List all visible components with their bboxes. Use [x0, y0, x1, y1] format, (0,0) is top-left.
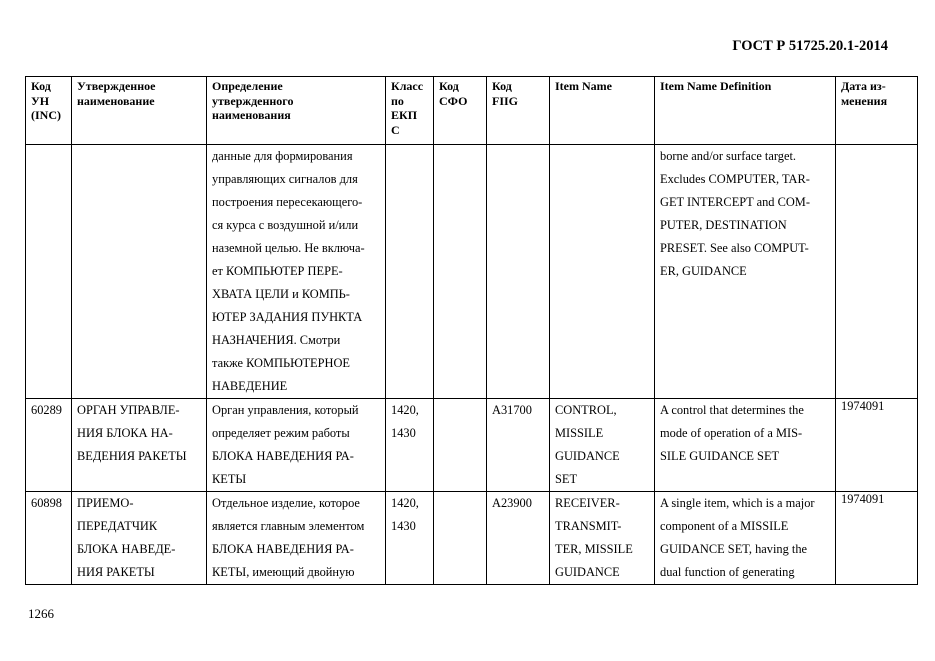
- header-line: утвержденного: [212, 93, 294, 108]
- cell-item-name: [550, 399, 655, 492]
- cell-line: A31700: [492, 403, 532, 417]
- cell-line: 1420,: [391, 403, 419, 417]
- cell-line: 1430: [391, 426, 416, 440]
- cell-line: КЕТЫ: [212, 472, 247, 486]
- cell-line: является главным элементом: [212, 519, 365, 533]
- cell-line: MISSILE: [555, 426, 604, 440]
- cell-line: БЛОКА НАВЕДЕНИЯ РА-: [212, 542, 354, 556]
- table-header-row: [26, 77, 918, 145]
- cell-line: КЕТЫ, имеющий двойную: [212, 565, 355, 579]
- cell-line: mode of operation of a MIS-: [660, 426, 803, 440]
- header-line: УН: [31, 93, 50, 108]
- cell-line: PUTER, DESTINATION: [660, 218, 787, 232]
- table-row: [26, 492, 918, 585]
- cell-line: CONTROL,: [555, 403, 617, 417]
- header-item-definition: [655, 77, 836, 145]
- cell-definition: [207, 145, 386, 399]
- cell-line: управляющих сигналов для: [212, 172, 358, 186]
- cell-name: [72, 399, 207, 492]
- header-line: ЕКП: [391, 108, 418, 122]
- cell-item-name: [550, 145, 655, 399]
- cell-line: ЮТЕР ЗАДАНИЯ ПУНКТА: [212, 310, 363, 324]
- cell-definition: [207, 399, 386, 492]
- cell-line: построения пересекающего-: [212, 195, 363, 209]
- cell-item-definition: [655, 492, 836, 585]
- cell-line: Отдельное изделие, которое: [212, 496, 360, 510]
- cell-sfo: [434, 399, 487, 492]
- cell-line: 1420,: [391, 496, 419, 510]
- cell-line: НИЯ БЛОКА НА-: [77, 426, 173, 440]
- cell-line: 60898: [31, 496, 62, 510]
- cell-item-definition: [655, 399, 836, 492]
- cell-line: БЛОКА НАВЕДЕ-: [77, 542, 176, 556]
- cell-definition: [207, 492, 386, 585]
- table-row: [26, 399, 918, 492]
- cell-code: [26, 492, 72, 585]
- cell-line: ся курса с воздушной и/или: [212, 218, 359, 232]
- cell-line: ОРГАН УПРАВЛЕ-: [77, 403, 180, 417]
- header-line: СФО: [439, 93, 468, 108]
- cell-name: [72, 492, 207, 585]
- standard-header: ГОСТ Р 51725.20.1-2014: [732, 38, 888, 54]
- cell-line: GUIDANCE: [555, 449, 620, 463]
- cell-line: GET INTERCEPT and COM-: [660, 195, 810, 209]
- cell-item-definition: [655, 145, 836, 399]
- cell-name: [72, 145, 207, 399]
- header-line: (INC): [31, 108, 61, 122]
- cell-date: [836, 492, 918, 585]
- cell-line: НИЯ РАКЕТЫ: [77, 565, 155, 579]
- header-class: [386, 77, 434, 145]
- header-line: Item Name: [555, 79, 612, 93]
- cell-line: ВЕДЕНИЯ РАКЕТЫ: [77, 449, 187, 463]
- cell-line: A single item, which is a major: [660, 496, 815, 510]
- header-line: наименования: [212, 108, 291, 122]
- cell-line: component of a MISSILE: [660, 519, 789, 533]
- header-code: [26, 77, 72, 145]
- cell-code: [26, 145, 72, 399]
- header-line: Код: [31, 79, 51, 93]
- header-name: [72, 77, 207, 145]
- cell-line: 1974091: [841, 492, 885, 506]
- header-line: Класс: [391, 79, 424, 93]
- cell-fiig: [487, 492, 550, 585]
- header-line: менения: [841, 93, 888, 108]
- cell-class: [386, 145, 434, 399]
- cell-line: данные для формирования: [212, 149, 353, 163]
- cell-date: [836, 399, 918, 492]
- header-line: FIIG: [492, 93, 519, 108]
- cell-line: A23900: [492, 496, 532, 510]
- cell-line: borne and/or surface target.: [660, 149, 797, 163]
- cell-line: также КОМПЬЮТЕРНОЕ: [212, 356, 350, 370]
- item-table: [25, 76, 918, 585]
- header-line: наименование: [77, 93, 155, 108]
- header-line: Утвержденное: [77, 79, 156, 93]
- cell-line: GUIDANCE SET, having the: [660, 542, 808, 556]
- cell-line: TRANSMIT-: [555, 519, 622, 533]
- header-date: [836, 77, 918, 145]
- cell-line: БЛОКА НАВЕДЕНИЯ РА-: [212, 449, 354, 463]
- header-line: С: [391, 122, 400, 137]
- cell-code: [26, 399, 72, 492]
- table-row: [26, 145, 918, 399]
- cell-line: определяет режим работы: [212, 426, 350, 440]
- cell-line: RECEIVER-: [555, 496, 620, 510]
- cell-line: ет КОМПЬЮТЕР ПЕРЕ-: [212, 264, 343, 278]
- cell-sfo: [434, 492, 487, 585]
- header-line: Item Name Definition: [660, 79, 772, 93]
- cell-line: НАВЕДЕНИЕ: [212, 379, 288, 393]
- cell-line: SILE GUIDANCE SET: [660, 449, 780, 463]
- cell-line: TER, MISSILE: [555, 542, 633, 556]
- cell-fiig: [487, 399, 550, 492]
- cell-item-name: [550, 492, 655, 585]
- cell-line: ПРИЕМО-: [77, 496, 134, 510]
- cell-line: GUIDANCE: [555, 565, 620, 579]
- cell-line: Орган управления, который: [212, 403, 359, 417]
- header-item-name: [550, 77, 655, 145]
- header-line: по: [391, 93, 404, 108]
- cell-fiig: [487, 145, 550, 399]
- cell-date: [836, 145, 918, 399]
- cell-line: наземной целью. Не включа-: [212, 241, 365, 255]
- header-fiig: [487, 77, 550, 145]
- cell-line: 1430: [391, 519, 416, 533]
- page-number: 1266: [28, 606, 54, 621]
- cell-sfo: [434, 145, 487, 399]
- cell-line: PRESET. See also COMPUT-: [660, 241, 809, 255]
- cell-line: Excludes COMPUTER, TAR-: [660, 172, 810, 186]
- cell-line: 1974091: [841, 399, 885, 413]
- cell-class: [386, 399, 434, 492]
- header-line: Код: [492, 79, 512, 93]
- header-line: Код: [439, 79, 459, 93]
- header-line: Определение: [212, 79, 283, 93]
- cell-line: A control that determines the: [660, 403, 804, 417]
- cell-line: ХВАТА ЦЕЛИ и КОМПЬ-: [212, 287, 350, 301]
- cell-line: НАЗНАЧЕНИЯ. Смотри: [212, 333, 341, 347]
- cell-line: ER, GUIDANCE: [660, 264, 747, 278]
- cell-line: 60289: [31, 403, 62, 417]
- cell-line: dual function of generating: [660, 565, 795, 579]
- header-line: Дата из-: [841, 79, 886, 93]
- header-definition: [207, 77, 386, 145]
- cell-class: [386, 492, 434, 585]
- header-sfo: [434, 77, 487, 145]
- cell-line: ПЕРЕДАТЧИК: [77, 519, 158, 533]
- table-body: [26, 145, 918, 585]
- cell-line: SET: [555, 472, 578, 486]
